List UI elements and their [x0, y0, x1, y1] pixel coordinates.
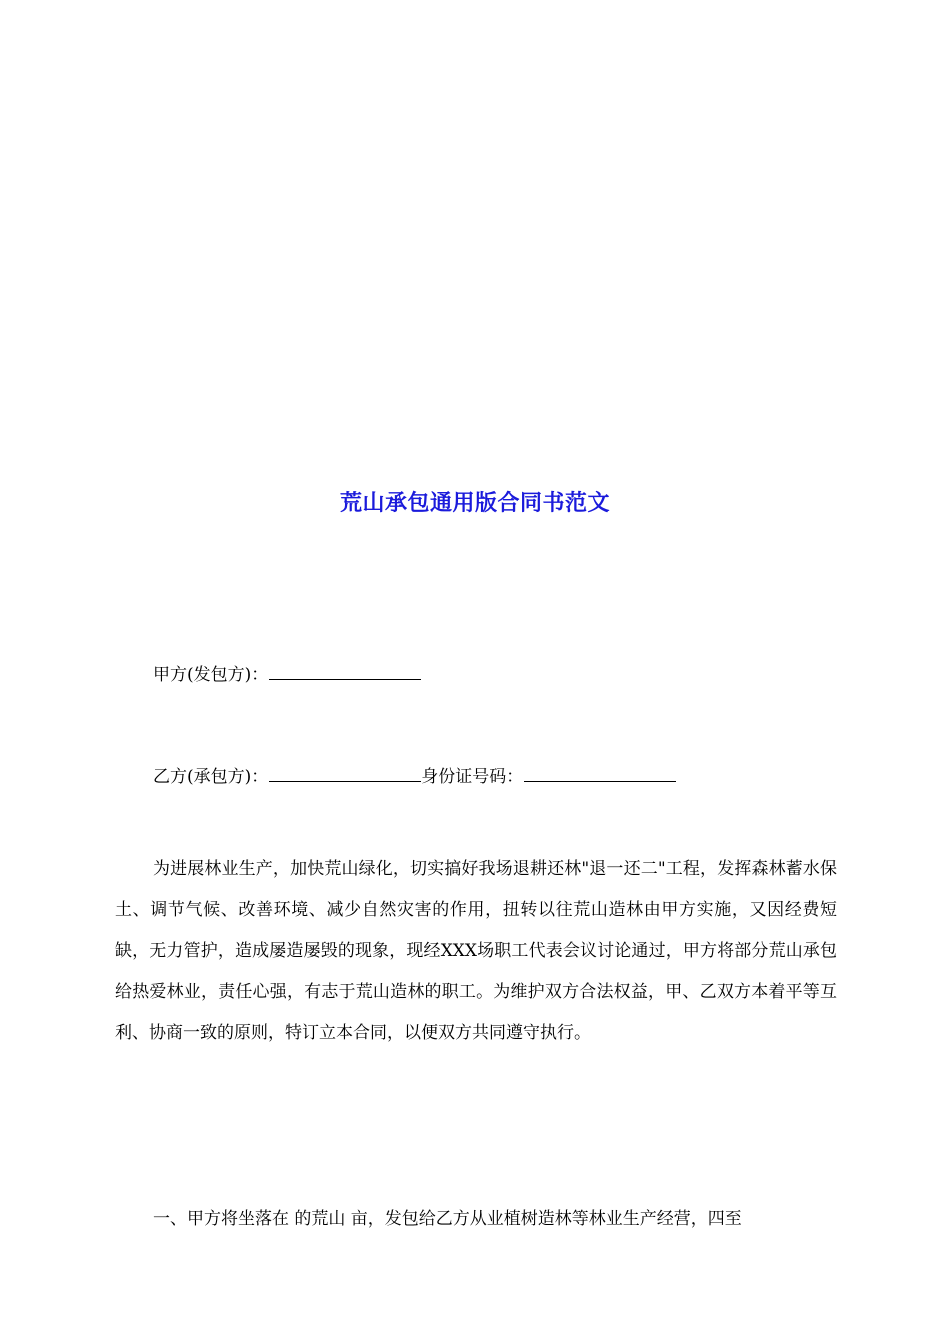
id-number-label: 身份证号码： [421, 767, 524, 787]
intro-paragraph: 为进展林业生产，加快荒山绿化，切实搞好我场退耕还林"退一还二"工程，发挥森林蓄水保土、调节气候、改善环境、减少自然灾害的作用，扭转以往荒山造林由甲方实施，又因经费短缺，无力管护，造成屡造屡毁的现象，现经XXX场职工代表会议讨论通过，甲方将部分荒山承包给热爱林业，责任心强，有志于荒山造林的职工。为维护双方合法权益，甲、乙双方本着平等互利、协商一致的原则，特订立本合同，以便双方共同遵守执行。 [115, 859, 837, 1043]
party-b-line [153, 762, 676, 787]
clause-one-paragraph: 一、甲方将坐落在 的荒山 亩，发包给乙方从业植树造林等林业生产经营，四至 [153, 1209, 742, 1229]
party-a-line [153, 660, 421, 685]
id-number-blank [524, 767, 676, 782]
document-title: 荒山承包通用版合同书范文 [339, 490, 610, 516]
party-b-blank [269, 767, 421, 782]
party-a-blank [269, 665, 421, 680]
party-b-label: 乙方(承包方)： [153, 767, 269, 787]
party-a-label: 甲方(发包方)： [153, 665, 269, 685]
